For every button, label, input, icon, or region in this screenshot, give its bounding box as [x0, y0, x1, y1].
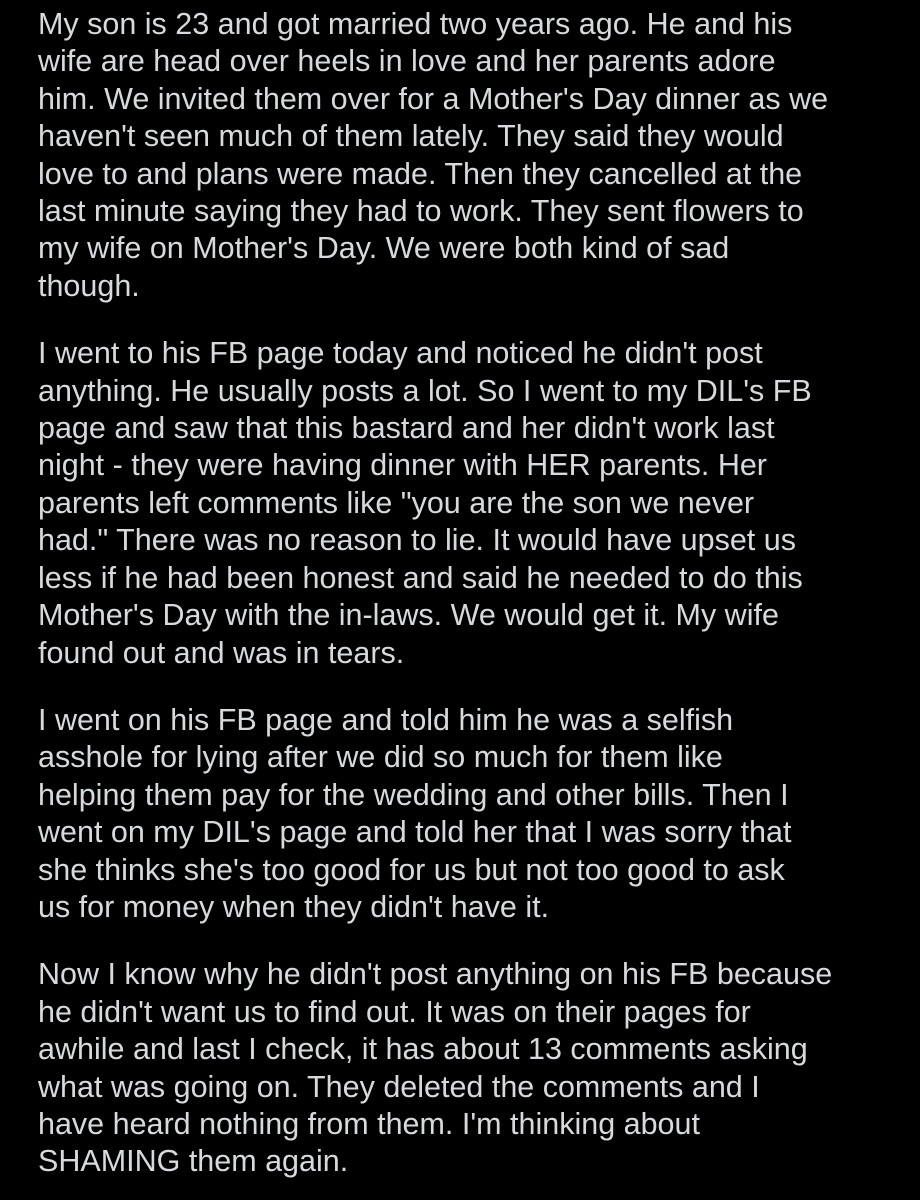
paragraph-2 [38, 335, 898, 672]
text-line: last minute saying they had to work. They sent flowers to [38, 194, 804, 229]
post-body [38, 6, 898, 1181]
text-line: had." There was no reason to lie. It would have upset us [38, 523, 796, 558]
paragraph-3 [38, 702, 898, 926]
text-line: went on my DIL's page and told her that I was sorry that [38, 815, 792, 850]
paragraph-4 [38, 956, 898, 1180]
text-line: less if he had been honest and said he needed to do this [38, 560, 803, 595]
text-line: My son is 23 and got married two years ago. He and his [38, 7, 793, 41]
text-line: wife are head over heels in love and her parents adore [38, 44, 776, 79]
text-line: asshole for lying after we did so much for them like [38, 740, 723, 775]
text-line: Now I know why he didn't post anything on his FB because [38, 957, 833, 992]
text-line: awhile and last I check, it has about 13 comments asking [38, 1032, 808, 1067]
text-line: found out and was in tears. [38, 635, 405, 670]
text-line: I went on his FB page and told him he was a selfish [38, 702, 734, 737]
text-line: love to and plans were made. Then they cancelled at the [38, 156, 803, 191]
paragraph-1 [38, 6, 898, 305]
text-line: he didn't want us to find out. It was on their pages for [38, 994, 751, 1029]
text-line: page and saw that this bastard and her didn't work last [38, 411, 775, 446]
text-line: have heard nothing from them. I'm thinking about [38, 1106, 700, 1141]
text-line: him. We invited them over for a Mother's Day dinner as we [38, 81, 829, 116]
text-line: us for money when they didn't have it. [38, 889, 550, 924]
text-line: SHAMING them again. [38, 1144, 349, 1179]
text-line: haven't seen much of them lately. They said they would [38, 119, 784, 154]
text-line: though. [38, 268, 140, 303]
text-line: Mother's Day with the in-laws. We would get it. My wife [38, 598, 779, 633]
text-line: she thinks she's too good for us but not too good to ask [38, 852, 785, 887]
text-line: parents left comments like "you are the son we never [38, 485, 755, 520]
text-line: night - they were having dinner with HER parents. Her [38, 448, 767, 483]
text-line: what was going on. They deleted the comments and I [38, 1069, 760, 1104]
text-line: my wife on Mother's Day. We were both kind of sad [38, 231, 730, 266]
text-line: anything. He usually posts a lot. So I went to my DIL's FB [38, 373, 812, 408]
text-line: I went to his FB page today and noticed he didn't post [38, 336, 763, 371]
text-line: helping them pay for the wedding and other bills. Then I [38, 777, 789, 812]
